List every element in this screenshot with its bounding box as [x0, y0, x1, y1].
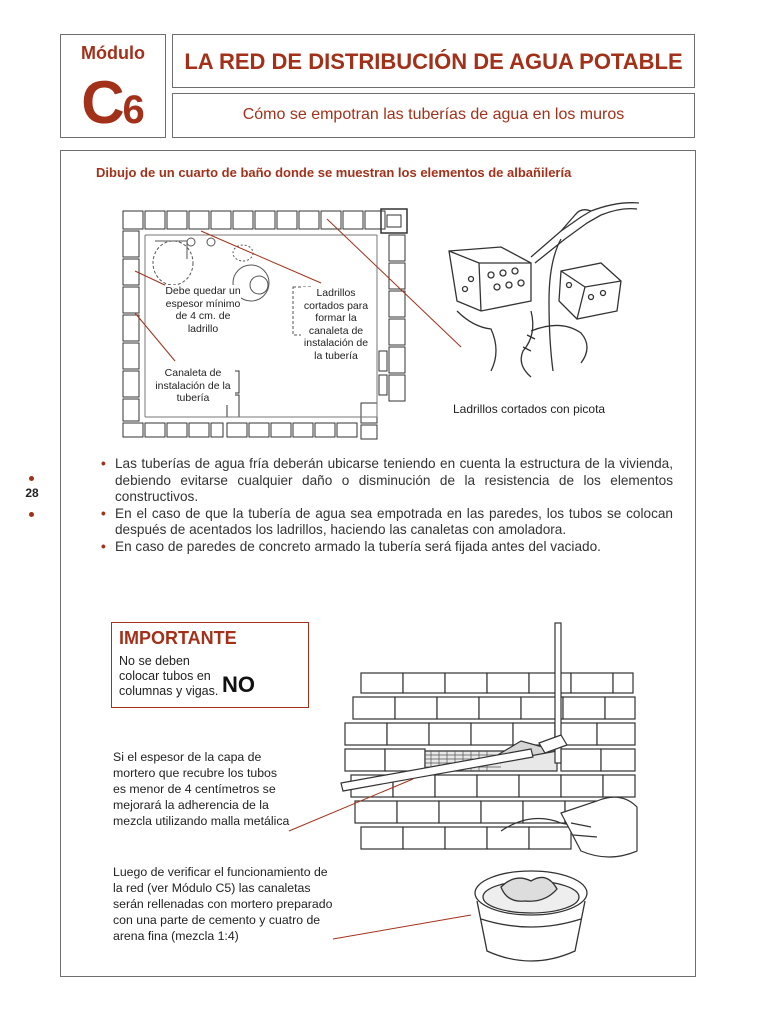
page-number: 28 [25, 486, 39, 500]
subtitle-box [172, 93, 695, 138]
page-title: LA RED DE DISTRIBUCIÓN DE AGUA POTABLE [184, 49, 683, 74]
plan-right-bricks [379, 235, 405, 401]
caption-picota: Ladrillos cortados con picota [453, 402, 606, 416]
module-letter: C [81, 69, 123, 136]
hands-picota-illustration [449, 203, 639, 377]
bullet-item: • En el caso de que la tubería de agua sea empotrada en las paredes, los tubos se colocan después de acentados los ladrillos, haciendo las canaletas con amoladora. [101, 506, 673, 539]
bullet-item: • En caso de paredes de concreto armado la tubería será fijada antes del vaciado. [101, 539, 673, 556]
module-box [60, 34, 166, 138]
label-ladrillos-cortados: Ladrillos cortados para formar la canaleta de instalación de la tubería [301, 287, 371, 362]
caption-malla: Si el espesor de la capa de mortero que recubre los tubos es menor de 4 centímetros se mejorará la adherencia de la mezcla utilizando malla metálica [113, 750, 290, 828]
bullet-item: • Las tuberías de agua fría deberán ubicarse teniendo en cuenta la estructura de la vivienda, debiendo evitarse cualquier daño o disminución de la resistencia de los elementos constructivos. [101, 456, 673, 506]
module-label: Módulo [81, 43, 145, 63]
label-canaleta: Canaleta de instalación de la tubería [151, 367, 235, 405]
module-number: 6 [122, 88, 145, 132]
label-espesor: Debe quedar un espesor mínimo de 4 cm. de ladrillo [165, 285, 241, 335]
no-label: NO [222, 672, 255, 697]
bullet-list [101, 456, 673, 555]
important-box [111, 622, 309, 708]
main-content-box [60, 150, 696, 977]
drawing-heading: Dibujo de un cuarto de baño donde se muestran los elementos de albañilería [96, 165, 572, 180]
important-heading: IMPORTANTE [119, 628, 237, 648]
plan-top-bricks [123, 209, 407, 233]
caption-mortero: Luego de verificar el funcionamiento de la red (ver Módulo C5) las canaletas serán rellenadas con mortero preparado con una parte de cemento y cuatro de arena fina (mezcla 1:4) [113, 865, 333, 943]
page-subtitle: Cómo se empotran las tuberías de agua en los muros [242, 106, 625, 123]
module-code [61, 71, 165, 142]
title-box [172, 34, 695, 88]
plan-left-bricks [123, 231, 139, 421]
wall-pipe-illustration [341, 623, 637, 857]
page-dot-top [29, 476, 34, 481]
mortar-bucket-illustration [475, 871, 587, 961]
page-dot-bottom [29, 512, 34, 517]
important-text: No se deben colocar tubos en columnas y vigas. [119, 654, 219, 698]
illustrations [61, 151, 697, 978]
